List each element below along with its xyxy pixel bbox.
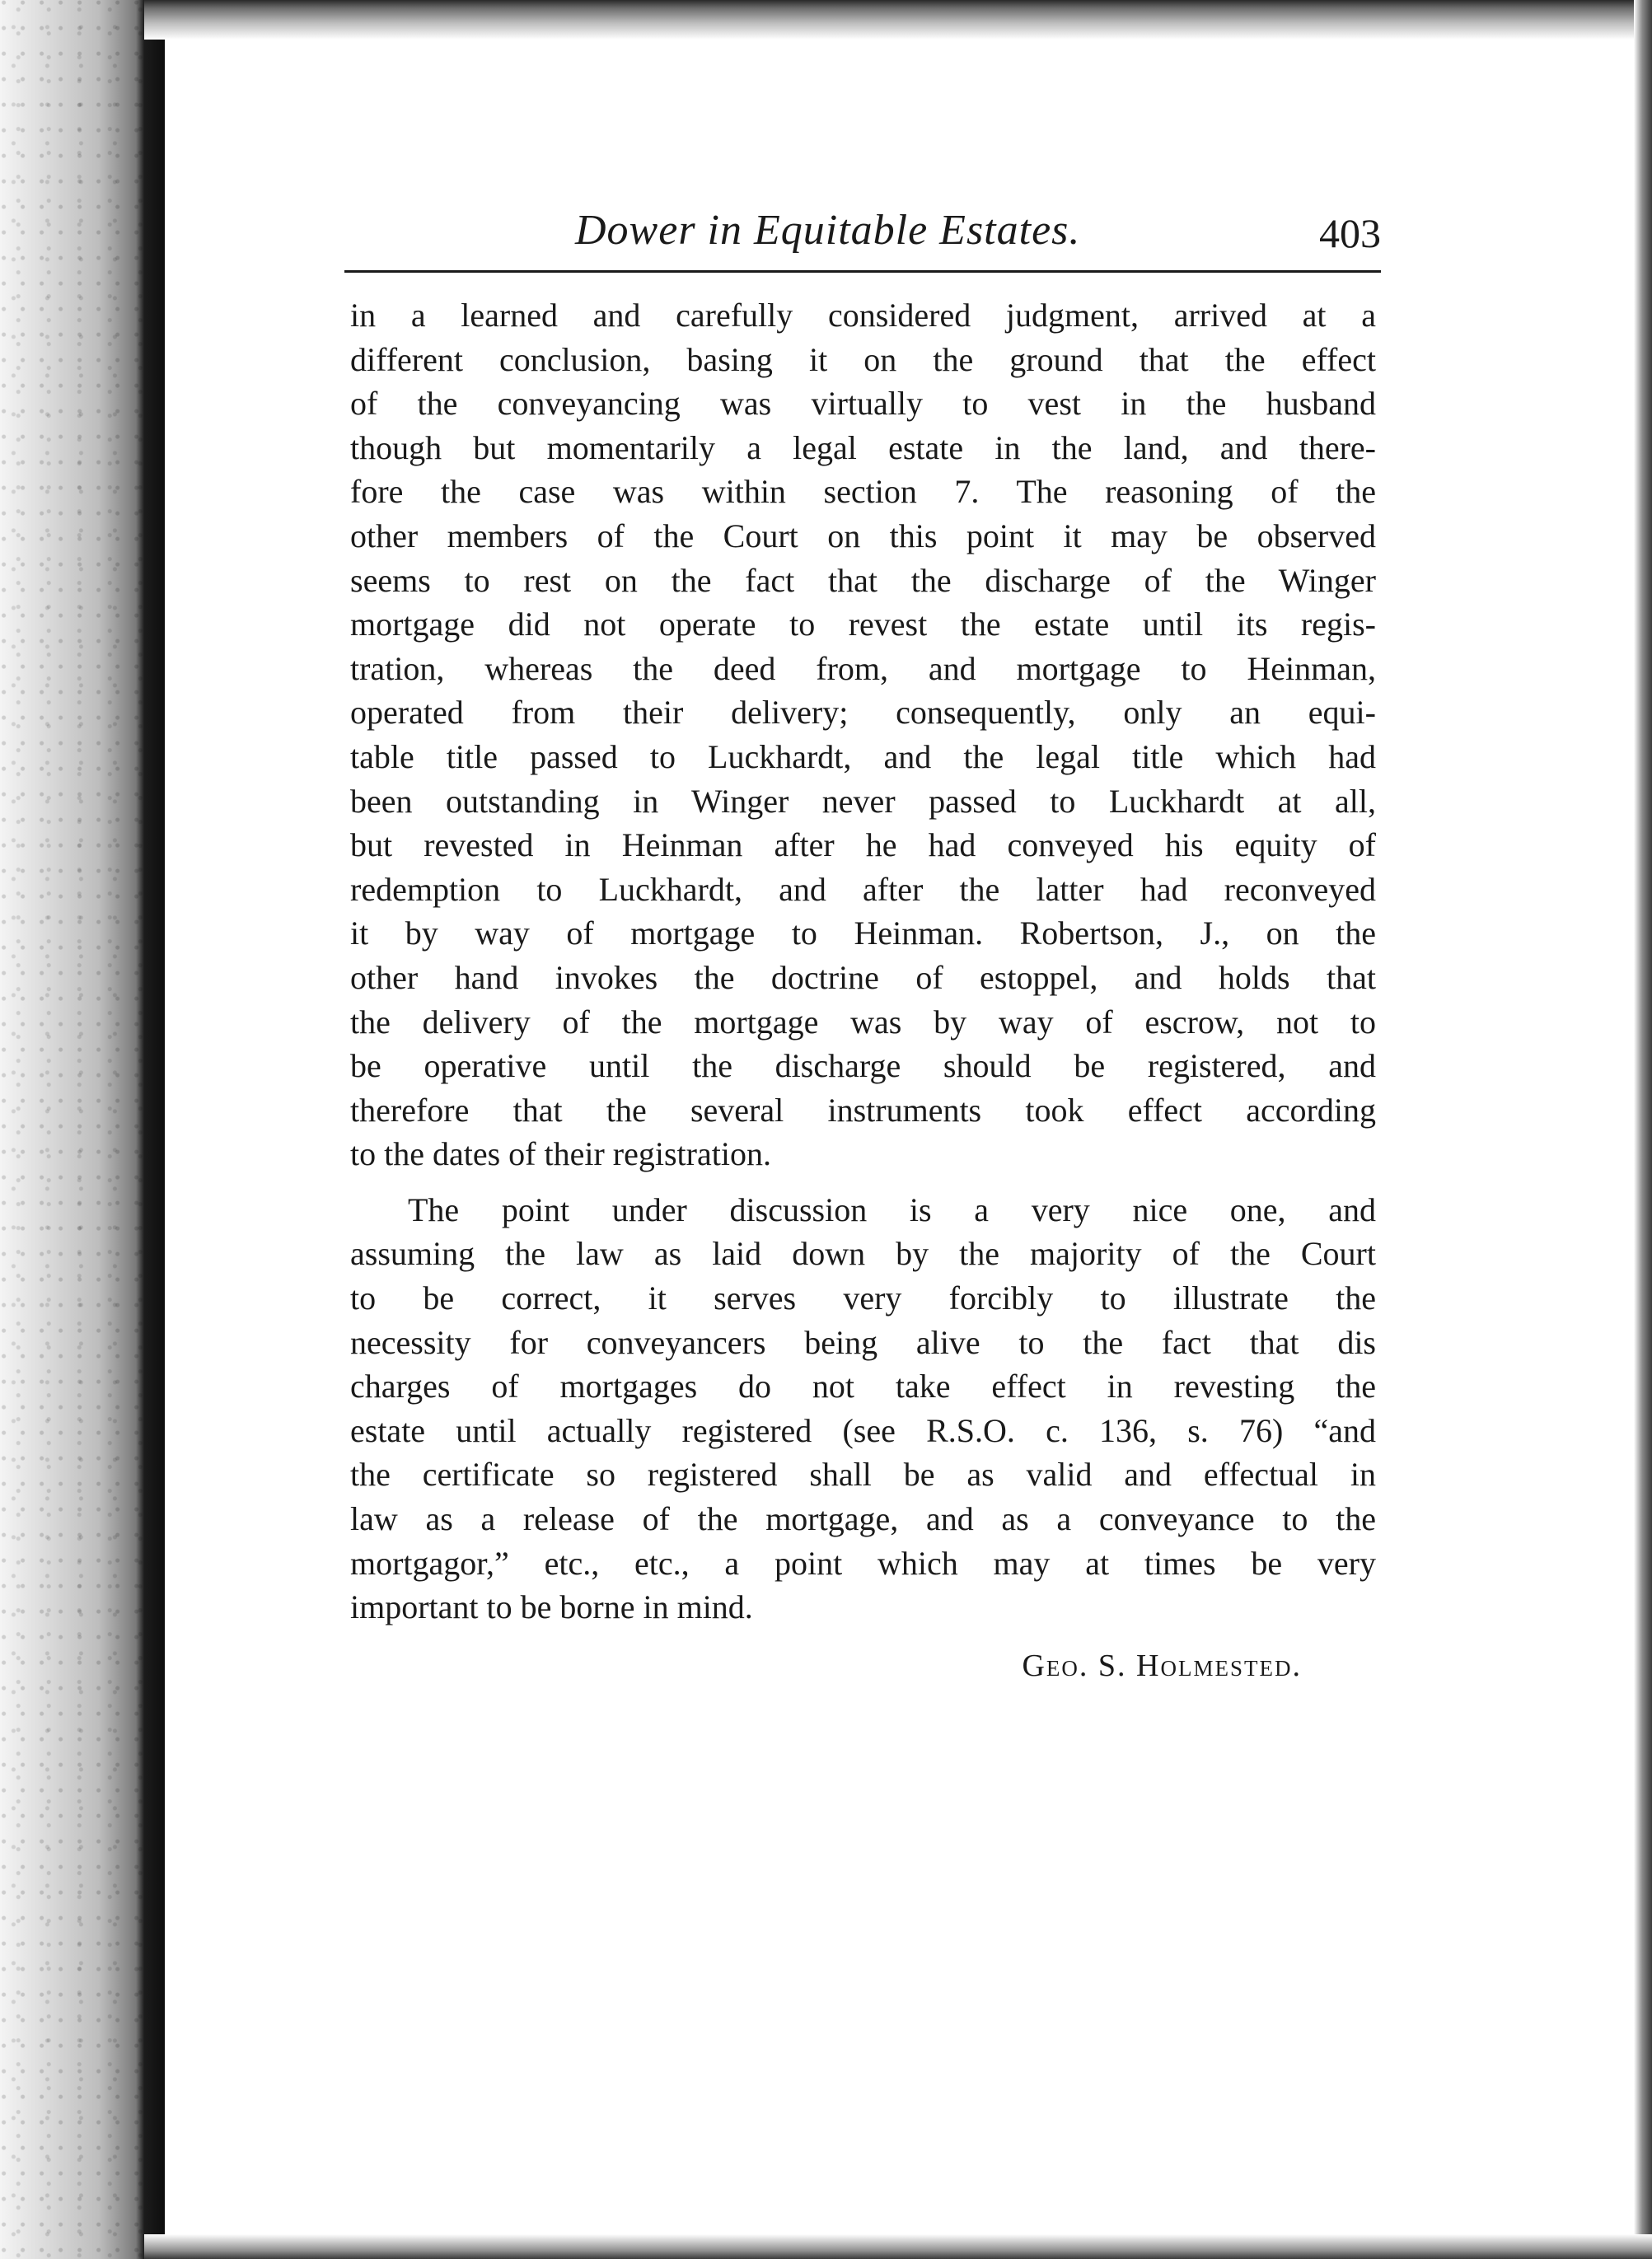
text-line: important to be borne in mind. (350, 1588, 753, 1626)
text-line: estate until actually registered (see R.S.O. c. 136, s. 76) “and (350, 1411, 1376, 1449)
text-line: of the conveyancing was virtually to vest in the husband (350, 385, 1376, 423)
text-line: table title passed to Luckhardt, and the legal title which had (350, 737, 1376, 775)
text-line: but revested in Heinman after he had conveyed his equity of (350, 826, 1376, 864)
author-signature: Geo. S. Holmested. (1022, 1648, 1302, 1683)
text-line: therefore that the several instruments took effect according (350, 1091, 1376, 1129)
page-number: 403 (1319, 210, 1381, 256)
body-text (350, 293, 1376, 1688)
paragraph-1 (350, 293, 1376, 1176)
text-line: the delivery of the mortgage was by way of escrow, not to (350, 1003, 1376, 1041)
text-line: assuming the law as laid down by the majority of the Court (350, 1235, 1376, 1273)
text-line: it by way of mortgage to Heinman. Robertson, J., on the (350, 914, 1376, 952)
text-line: to be correct, it serves very forcibly to illustrate the (350, 1279, 1376, 1317)
page-right-edge (1634, 0, 1652, 2259)
text-line: other hand invokes the doctrine of estoppel, and holds that (350, 958, 1376, 996)
text-line: fore the case was within section 7. The reasoning of the (350, 473, 1376, 511)
text-line: been outstanding in Winger never passed to Luckhardt at all, (350, 782, 1376, 820)
page-bottom-edge (144, 2234, 1652, 2259)
text-line: The point under discussion is a very nice one, and (408, 1190, 1376, 1228)
text-line: in a learned and carefully considered judgment, arrived at a (350, 297, 1376, 334)
text-line: charges of mortgages do not take effect in revesting the (350, 1368, 1376, 1405)
paragraph-gap (350, 1176, 1376, 1188)
text-line: different conclusion, basing it on the ground that the effect (350, 340, 1376, 378)
page-left-speckle (0, 0, 144, 2259)
running-head (344, 206, 1381, 264)
text-line: mortgage did not operate to revest the estate until its regis- (350, 606, 1376, 643)
paragraph-2 (350, 1188, 1376, 1630)
text-line: mortgagor,” etc., etc., a point which may at times be very (350, 1544, 1376, 1582)
text-line: other members of the Court on this point it may be observed (350, 517, 1376, 554)
text-line: necessity for conveyancers being alive to the fact that dis (350, 1323, 1376, 1361)
text-line: be operative until the discharge should be registered, and (350, 1047, 1376, 1085)
page-top-edge (144, 0, 1652, 40)
text-line: tration, whereas the deed from, and mortgage to Heinman, (350, 649, 1376, 687)
text-line: operated from their delivery; consequently, only an equi- (350, 694, 1376, 732)
running-head-rule (344, 270, 1381, 273)
text-line: redemption to Luckhardt, and after the latter had reconveyed (350, 870, 1376, 908)
text-line: to the dates of their registration. (350, 1135, 771, 1173)
text-line: though but momentarily a legal estate in the land, and there- (350, 428, 1376, 466)
text-line: law as a release of the mortgage, and as a conveyance to the (350, 1500, 1376, 1538)
running-head-title: Dower in Equitable Estates. (575, 207, 1081, 254)
text-line: seems to rest on the fact that the discharge of the Winger (350, 561, 1376, 599)
text-line: the certificate so registered shall be as valid and effectual in (350, 1456, 1376, 1494)
